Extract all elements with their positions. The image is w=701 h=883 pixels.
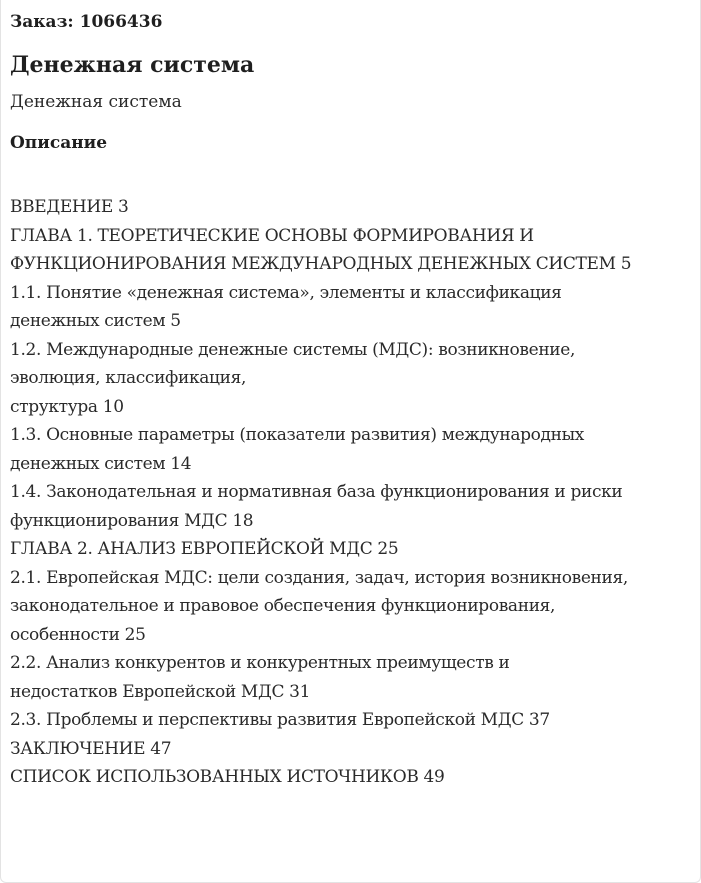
toc-line: 1.4. Законодательная и нормативная база функционирования и риски: [10, 482, 623, 502]
toc-line: 2.1. Европейская МДС: цели создания, задач, история возникновения,: [10, 567, 628, 588]
toc-line: недостатков Европейской МДС 31: [10, 681, 311, 702]
table-of-contents: [10, 193, 696, 792]
description-heading: Описание: [10, 133, 108, 153]
toc-line: 2.3. Проблемы и перспективы развития Европейской МДС 37: [10, 710, 550, 730]
toc-line: ФУНКЦИОНИРОВАНИЯ МЕЖДУНАРОДНЫХ ДЕНЕЖНЫХ СИСТЕМ 5: [10, 254, 632, 274]
toc-line: денежных систем 14: [10, 453, 192, 474]
toc-line: СПИСОК ИСПОЛЬЗОВАННЫХ ИСТОЧНИКОВ 49: [10, 767, 445, 787]
toc-line: особенности 25: [10, 624, 146, 645]
toc-line: 1.2. Международные денежные системы (МДС): возникновение,: [10, 339, 576, 360]
toc-line: функционирования МДС 18: [10, 510, 254, 531]
toc-line: законодательное и правовое обеспечения функционирования,: [10, 596, 556, 616]
toc-line: ГЛАВА 1. ТЕОРЕТИЧЕСКИЕ ОСНОВЫ ФОРМИРОВАНИЯ И: [10, 225, 534, 246]
toc-line: 1.1. Понятие «денежная система», элементы и классификация: [10, 282, 562, 303]
toc-line: 2.2. Анализ конкурентов и конкурентных преимуществ и: [10, 653, 510, 673]
order-number: Заказ: 1066436: [10, 12, 163, 32]
toc-line: денежных систем 5: [10, 311, 181, 331]
toc-line: ВВЕДЕНИЕ 3: [10, 197, 129, 217]
toc-line: ЗАКЛЮЧЕНИЕ 47: [10, 738, 172, 759]
toc-line: эволюция, классификация,: [10, 368, 247, 388]
page-subtitle: Денежная система: [10, 92, 182, 112]
page-title: Денежная система: [10, 52, 255, 78]
toc-line: структура 10: [10, 396, 124, 417]
toc-line: ГЛАВА 2. АНАЛИЗ ЕВРОПЕЙСКОЙ МДС 25: [10, 539, 399, 559]
toc-line: 1.3. Основные параметры (показатели развития) международных: [10, 425, 585, 445]
